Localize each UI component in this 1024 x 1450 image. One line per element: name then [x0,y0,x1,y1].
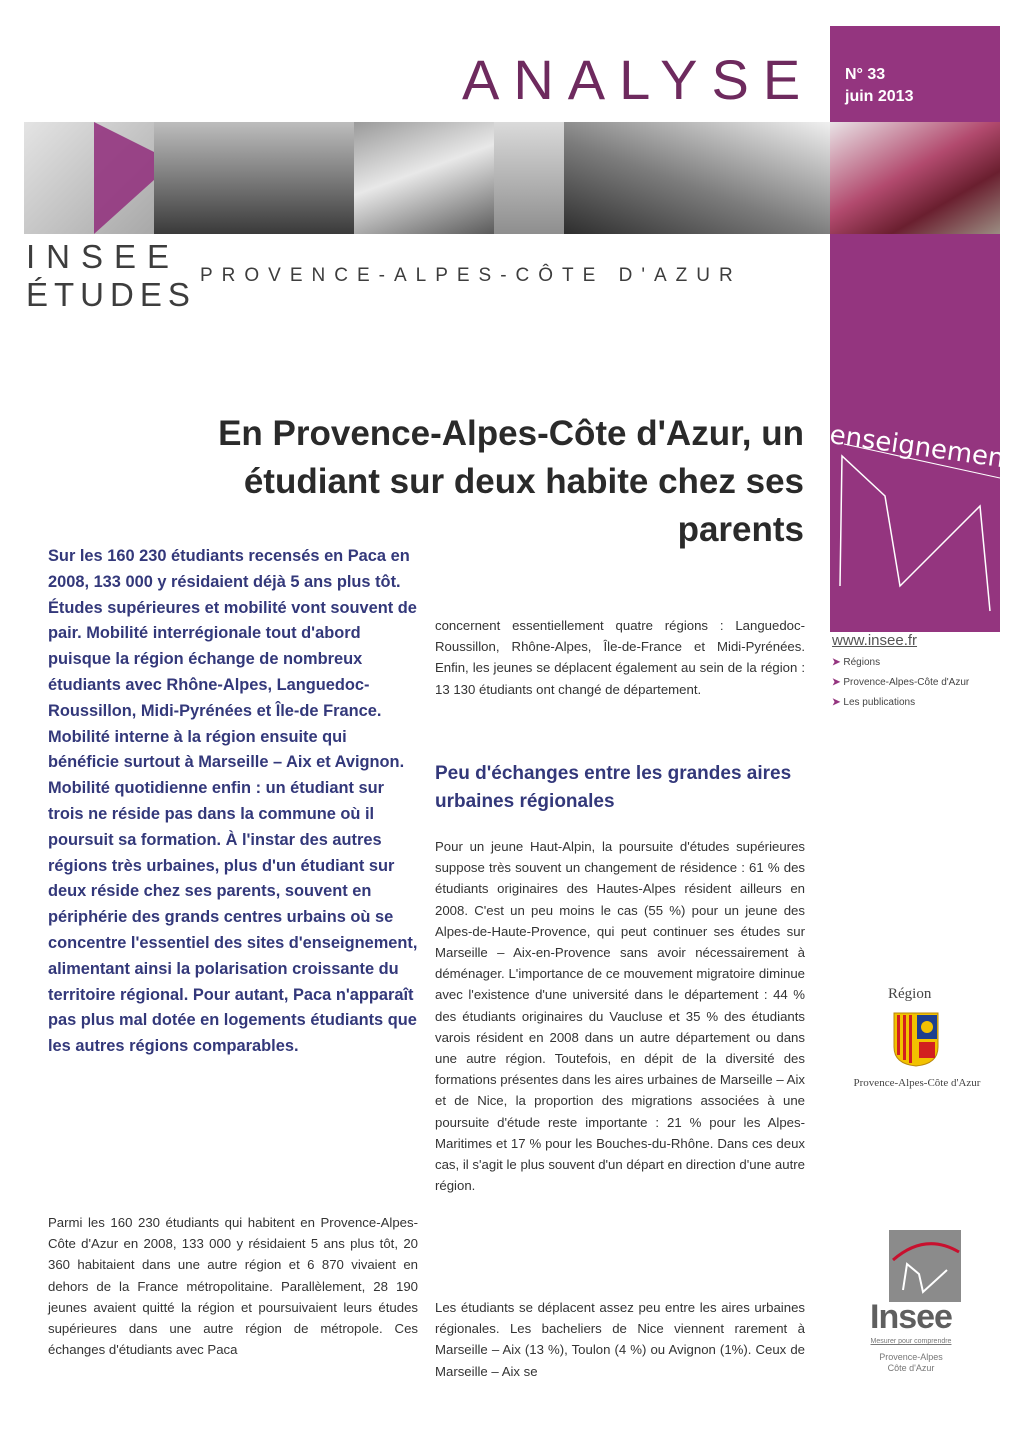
photo-tramway [154,122,354,234]
issue-number: N° 33 [845,66,886,83]
body-paragraph-1: Parmi les 160 230 étudiants qui habitent en Provence-Alpes-Côte d'Azur en 2008, 133 000 y résidaient 5 ans plus tôt, 20 360 habitaient dans une autre région et 6 870 vivaient en dehors de la France métropolitaine. Parallèlement, 28 190 jeunes avaient quitté la région et poursuivaient leurs études supérieures dans une autre région de métropole. Ces échanges d'étudiants avec Paca [48,1215,418,1358]
section-heading: Peu d'échanges entre les grandes aires urbaines régionales [435,763,792,812]
header-photo-strip [24,122,830,234]
publication-series-title: ANALYSE [462,48,815,111]
body-paragraph-4: Les étudiants se déplacent assez peu entre les aires urbaines régionales. Les bacheliers de Nice viennent rarement à Marseille – Aix (13 %), Toulon (4 %) ou Avignon (1%). Ceux de Marseille – Aix se [435,1300,805,1379]
sidebar-link-paca[interactable]: ➤ Provence-Alpes-Côte d'Azur [832,677,970,688]
arrow-right-icon: ➤ [832,677,841,688]
decorative-lines [830,26,1000,632]
arrow-right-icon: ➤ [832,697,841,708]
photo-students [564,122,830,234]
article-title: En Provence-Alpes-Côte d'Azur, un étudiant sur deux habite chez ses parents [218,414,804,549]
region-coat-of-arms-icon [893,1012,939,1067]
sidebar-link-regions[interactable]: ➤ Régions [832,657,881,668]
website-link[interactable]: www.insee.fr [832,632,918,649]
insee-label: INSEE [26,238,181,275]
insee-logo-region: Provence-Alpes Côte d'Azur [879,1352,943,1373]
photo-classroom [494,122,564,234]
photo-computer-room [354,122,494,234]
region-heading: PROVENCE-ALPES-CÔTE D'AZUR [200,265,742,286]
etudes-label: ÉTUDES [26,276,196,313]
article-lead: Sur les 160 230 étudiants recensés en Paca en 2008, 133 000 y résidaient déjà 5 ans plus tôt. Études supérieures et mobilité vont souvent de pair. Mobilité interrégionale tout d'abord puisque la région échange de nombreux étudiants avec Rhône-Alpes, Languedoc-Roussillon, Midi-Pyrénées et Île-de France. Mobilité interne à la région ensuite qui bénéficie surtout à Marseille – Aix et Avignon. Mobilité quotidienne enfin : un étudiant sur trois ne réside pas dans la commune où il poursuit sa formation. À l'instar des autres régions très urbaines, plus d'un étudiant sur deux réside chez ses parents, souvent en périphérie des grands centres urbains où se concentre l'essentiel des sites d'enseignement, alimentant ainsi la polarisation croissante du territoire régional. Pour autant, Paca n'apparaît pas plus mal dotée en logements étudiants que les autres régions comparables. [48,547,418,1056]
sidebar-purple-band [830,26,1000,632]
issue-date: juin 2013 [845,88,914,105]
insee-logo-name: Insee [870,1298,952,1336]
sidebar-link-publications[interactable]: ➤ Les publications [832,697,916,708]
theme-label: enseignement [827,420,1017,476]
insee-logo-tagline: Mesurer pour comprendre [870,1338,952,1345]
body-paragraph-3: Pour un jeune Haut-Alpin, la poursuite d'études supérieures suppose très souvent un changement de résidence : 61 % des étudiants originaires des Hautes-Alpes résident ailleurs en 2008. C'est un peu moins le cas (55 %) pour un jeune des Alpes-de-Haute-Provence, qui peut continuer ses études sur Marseille – Aix-en-Provence sans avoir nécessairement à déménager. L'importance de ce mouvement migratoire diminue avec l'existence d'une université dans le département : 44 % des étudiants originaires du Vaucluse et 35 % des étudiants varois résident en 2008 dans un autre département ou dans une autre région. Toutefois, en dépit de la diversité des formations présentes dans les aires urbaines de Marseille – Aix et de Nice, la proportion des migrations associées à une poursuite d'étude reste importante : 21 % pour les Alpes-Maritimes et 17 % pour les Bouches-du-Rhône. Dans ces deux cas, il s'agit le plus souvent d'un départ en direction d'une autre région. [435,839,805,1194]
arrow-right-icon: ➤ [832,657,841,668]
photo-books [830,122,1000,234]
region-logo-name: Provence-Alpes-Côte d'Azur [853,1077,981,1089]
body-paragraph-2: concernent essentiellement quatre régions : Languedoc-Roussillon, Rhône-Alpes, Île-de-France et Midi-Pyrénées. Enfin, les jeunes se déplacent également au sein de la région : 13 130 étudiants ont changé de département. [435,618,805,697]
insee-logo-icon [889,1230,961,1302]
region-logo-label: Région [888,986,932,1002]
